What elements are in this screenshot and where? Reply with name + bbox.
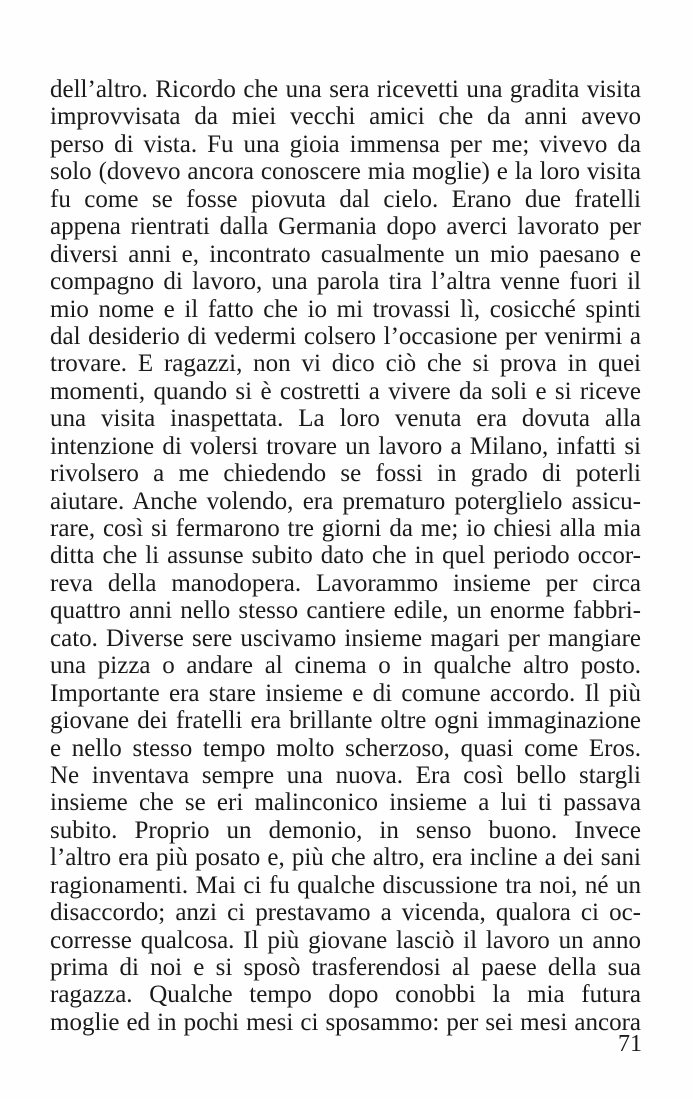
text-line: mio nome e il fatto che io mi trovassi lì, cosicché spinti bbox=[50, 295, 641, 323]
text-line: giovane dei fratelli era brillante oltre ogni immaginazione bbox=[50, 707, 641, 735]
text-line: dell’altro. Ricordo che una sera ricevetti una gradita visita bbox=[50, 76, 641, 103]
text-line: compagno di lavoro, una parola tira l’altra venne fuori il bbox=[50, 268, 641, 296]
text-line: rare, così si fermarono tre giorni da me; io chiesi alla mia bbox=[50, 515, 641, 542]
text-line: aiutare. Anche volendo, era prematuro poterglielo assicu- bbox=[50, 487, 641, 515]
text-line: reva della manodopera. Lavorammo insieme per circa bbox=[50, 569, 641, 597]
text-line: quattro anni nello stesso cantiere edile, un enorme fabbri- bbox=[50, 597, 641, 625]
text-line: solo (dovevo ancora conoscere mia moglie) e la loro visita bbox=[50, 158, 641, 186]
text-line: e nello stesso tempo molto scherzoso, quasi come Eros. bbox=[50, 734, 641, 762]
text-line: prima di noi e si sposò trasferendosi al paese della sua bbox=[50, 954, 641, 981]
text-line: appena rientrati dalla Germania dopo averci lavorato per bbox=[50, 213, 641, 241]
text-line: insieme che se eri malinconico insieme a lui ti passava bbox=[50, 789, 641, 817]
text-line: l’altro era più posato e, più che altro, era incline a dei sani bbox=[50, 844, 641, 872]
text-line: perso di vista. Fu una gioia immensa per me; vivevo da bbox=[50, 130, 641, 158]
text-line: fu come se fosse piovuta dal cielo. Erano due fratelli bbox=[50, 185, 641, 213]
text-line: corresse qualcosa. Il più giovane lasciò il lavoro un anno bbox=[50, 926, 641, 954]
text-line: ragazza. Qualche tempo dopo conobbi la mia futura bbox=[50, 981, 641, 1009]
text-line: rivolsero a me chiedendo se fossi in grado di poterli bbox=[50, 460, 641, 488]
text-line: ditta che li assunse subito dato che in quel periodo occor- bbox=[50, 542, 641, 570]
text-line: cato. Diverse sere uscivamo insieme magari per mangiare bbox=[50, 624, 641, 652]
page-number: 71 bbox=[618, 1031, 642, 1057]
text-line: Ne inventava sempre una nuova. Era così bello stargli bbox=[50, 761, 641, 789]
body-text bbox=[50, 76, 641, 1036]
text-line: intenzione di volersi trovare un lavoro a Milano, infatti si bbox=[50, 432, 641, 460]
text-line: subito. Proprio un demonio, in senso buono. Invece bbox=[50, 816, 641, 844]
text-line: ragionamenti. Mai ci fu qualche discussione tra noi, né un bbox=[50, 871, 641, 899]
text-line: moglie ed in pochi mesi ci sposammo: per sei mesi ancora bbox=[50, 1008, 641, 1036]
text-line: una pizza o andare al cinema o in qualche altro posto. bbox=[50, 652, 641, 680]
text-line: trovare. E ragazzi, non vi dico ciò che si prova in quei bbox=[50, 350, 641, 378]
text-line: diversi anni e, incontrato casualmente un mio paesano e bbox=[50, 240, 641, 268]
text-line: una visita inaspettata. La loro venuta era dovuta alla bbox=[50, 405, 641, 433]
text-line: Importante era stare insieme e di comune accordo. Il più bbox=[50, 679, 641, 707]
text-line: disaccordo; anzi ci prestavamo a vicenda, qualora ci oc- bbox=[50, 899, 641, 927]
text-line: momenti, quando si è costretti a vivere da soli e si riceve bbox=[50, 377, 641, 405]
text-line: improvvisata da miei vecchi amici che da anni avevo bbox=[50, 103, 641, 131]
text-line: dal desiderio di vedermi colsero l’occasione per venirmi a bbox=[50, 322, 641, 350]
